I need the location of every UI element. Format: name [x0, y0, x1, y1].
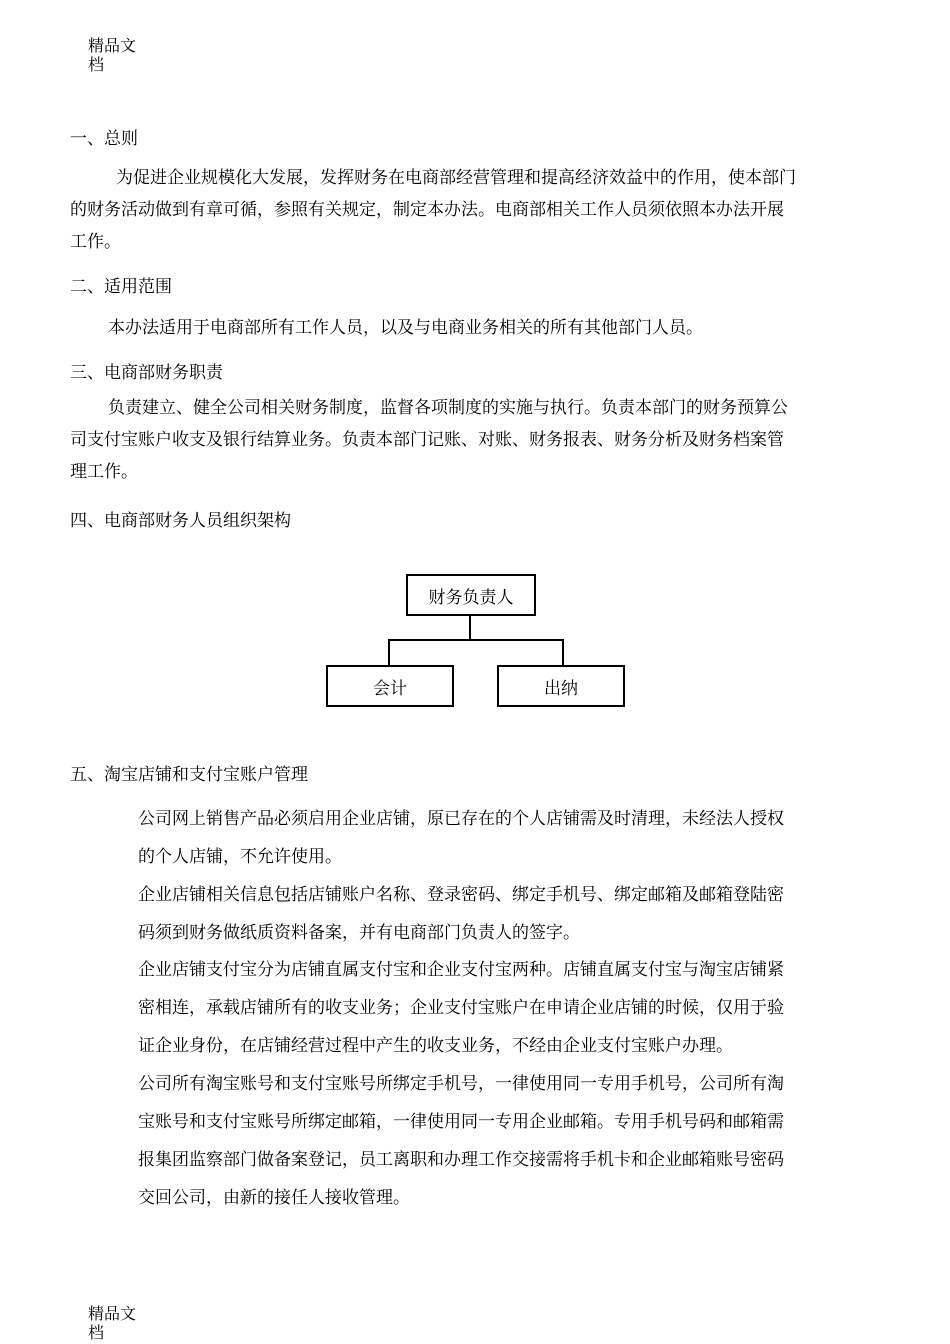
paragraph-taobao-4 [138, 1065, 888, 1217]
section-heading-org: 四、电商部财务人员组织架构 [70, 511, 291, 531]
org-node-cashier: 出纳 [497, 665, 625, 707]
org-connector [388, 639, 390, 666]
section-heading-taobao: 五、淘宝店铺和支付宝账户管理 [70, 765, 308, 785]
org-connector [388, 639, 564, 641]
text-line: 企业店铺支付宝分为店铺直属支付宝和企业支付宝两种。店铺直属支付宝与淘宝店铺紧 [138, 960, 784, 980]
text-line: 司支付宝账户收支及银行结算业务。负责本部门记账、对账、财务报表、财务分析及财务档案管 [70, 430, 784, 450]
text-line: 理工作。 [70, 462, 138, 482]
watermark-line: 档 [88, 1323, 105, 1342]
text-line: 的个人店铺，不允许使用。 [138, 847, 342, 867]
org-node-root: 财务负责人 [406, 574, 536, 616]
text-line: 负责建立、健全公司相关财务制度，监督各项制度的实施与执行。负责本部门的财务预算公 [108, 398, 788, 418]
paragraph-general [70, 162, 885, 258]
text-line: 报集团监察部门做备案登记，员工离职和办理工作交接需将手机卡和企业邮箱账号密码 [138, 1150, 784, 1170]
org-node-accountant: 会计 [326, 665, 454, 707]
section-heading-duties: 三、电商部财务职责 [70, 363, 223, 383]
section-heading-scope: 二、适用范围 [70, 277, 172, 297]
watermark-bottom [88, 1304, 148, 1342]
org-connector [469, 616, 471, 640]
paragraph-taobao-3 [138, 951, 888, 1065]
text-line: 公司网上销售产品必须启用企业店铺，原已存在的个人店铺需及时清理，未经法人授权 [138, 809, 784, 829]
text-line: 工作。 [70, 232, 121, 252]
text-line: 密相连，承载店铺所有的收支业务；企业支付宝账户在申请企业店铺的时候，仅用于验 [138, 998, 784, 1018]
text-line: 码须到财务做纸质资料备案，并有电商部门负责人的签字。 [138, 923, 580, 943]
watermark-top [88, 36, 148, 74]
text-line: 证企业身份，在店铺经营过程中产生的收支业务，不经由企业支付宝账户办理。 [138, 1036, 733, 1056]
text-line: 宝账号和支付宝账号所绑定邮箱，一律使用同一专用企业邮箱。专用手机号码和邮箱需 [138, 1112, 784, 1132]
watermark-line: 精品文 [88, 1304, 137, 1323]
watermark-line: 精品文 [88, 36, 137, 55]
section-heading-general: 一、总则 [70, 129, 138, 149]
paragraph-scope [70, 312, 885, 344]
text-line: 公司所有淘宝账号和支付宝账号所绑定手机号，一律使用同一专用手机号，公司所有淘 [138, 1074, 784, 1094]
org-connector [562, 639, 564, 666]
text-line: 交回公司，由新的接任人接收管理。 [138, 1188, 410, 1208]
text-line: 企业店铺相关信息包括店铺账户名称、登录密码、绑定手机号、绑定邮箱及邮箱登陆密 [138, 885, 784, 905]
paragraph-taobao-1 [138, 800, 888, 876]
paragraph-duties [70, 392, 885, 488]
text-line: 的财务活动做到有章可循，参照有关规定，制定本办法。电商部相关工作人员须依照本办法开展 [70, 200, 784, 220]
text-line: 本办法适用于电商部所有工作人员，以及与电商业务相关的所有其他部门人员。 [108, 318, 703, 338]
watermark-line: 档 [88, 55, 105, 74]
text-line: 为促进企业规模化大发展，发挥财务在电商部经营管理和提高经济效益中的作用，使本部门 [116, 168, 796, 188]
paragraph-taobao-2 [138, 876, 888, 952]
